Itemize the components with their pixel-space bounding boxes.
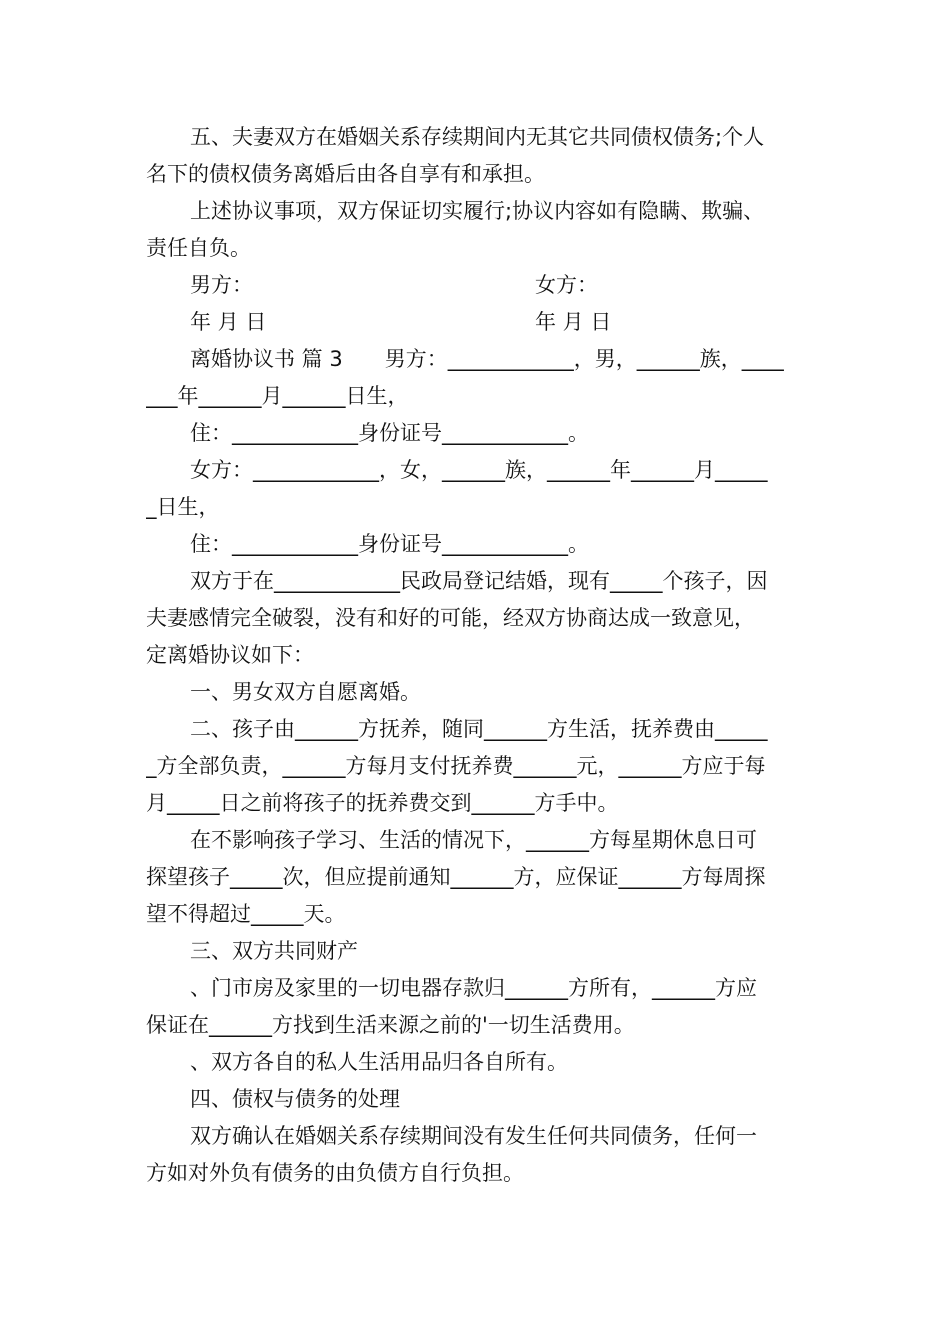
paragraph-wife-info — [146, 452, 810, 526]
text-line: 一、男女双方自愿离婚。 — [190, 680, 421, 704]
text-line: 月_____日之前将孩子的抚养费交到______方手中。 — [146, 791, 619, 815]
text-line: 定离婚协议如下： — [146, 643, 314, 667]
text-line: 二、孩子由______方抚养，随同______方生活，抚养费由_____ — [190, 717, 768, 741]
paragraph-property — [146, 970, 810, 1044]
text-line: 保证在______方找到生活来源之前的'一切生活费用。 — [146, 1013, 635, 1037]
text-line: 探望孩子_____次，但应提前通知______方，应保证______方每周探 — [146, 865, 766, 889]
paragraph-husband-info — [146, 341, 810, 415]
text-line: 夫妻感情完全破裂，没有和好的可能，经双方协商达成一致意见， — [146, 606, 755, 630]
text-line: 、双方各自的私人生活用品归各自所有。 — [190, 1050, 568, 1074]
paragraph-debt-confirmation — [146, 1118, 810, 1192]
wife-date: 年 月 日 — [535, 310, 612, 334]
text-line: 女方：____________，女，______族，______年______月_____ — [190, 458, 768, 482]
husband-signature-label: 男方： — [190, 273, 253, 297]
text-line: 上述协议事项，双方保证切实履行;协议内容如有隐瞒、欺骗、 — [190, 199, 765, 223]
text-line: 双方确认在婚姻关系存续期间没有发生任何共同债务，任何一 — [190, 1124, 757, 1148]
paragraph-clause-2-custody — [146, 711, 810, 822]
husband-date: 年 月 日 — [190, 310, 267, 334]
date-row — [146, 304, 810, 341]
paragraph-wife-address — [146, 526, 810, 563]
text-line: _日生， — [146, 495, 220, 519]
text-line: _方全部负责，______方每月支付抚养费______元，______方应于每 — [146, 754, 766, 778]
paragraph-personal-items — [146, 1044, 810, 1081]
text-line: ___年______月______日生， — [146, 384, 409, 408]
text-line: 四、债权与债务的处理 — [190, 1087, 400, 1111]
paragraph-visitation — [146, 822, 810, 933]
text-line: 、门市房及家里的一切电器存款归______方所有，______方应 — [190, 976, 757, 1000]
paragraph-clause-4-heading — [146, 1081, 810, 1118]
paragraph-guarantee — [146, 193, 810, 267]
text-line: 望不得超过_____天。 — [146, 902, 346, 926]
wife-signature-label: 女方： — [535, 273, 598, 297]
text-line: 五、夫妻双方在婚姻关系存续期间内无其它共同债权债务;个人 — [190, 125, 765, 149]
paragraph-husband-address — [146, 415, 810, 452]
text-line: 在不影响孩子学习、生活的情况下，______方每星期休息日可 — [190, 828, 757, 852]
text-line: 住：____________身份证号____________。 — [190, 532, 589, 556]
paragraph-clause-3-heading — [146, 933, 810, 970]
paragraph-debts-clause — [146, 119, 810, 193]
text-line: 方如对外负有债务的由负债方自行负担。 — [146, 1161, 524, 1185]
document-page — [146, 119, 810, 1192]
signature-row — [146, 267, 810, 304]
text-line: 三、双方共同财产 — [190, 939, 358, 963]
text-line: 离婚协议书 篇 3 男方：____________，男，______族，____ — [190, 347, 784, 371]
text-line: 住：____________身份证号____________。 — [190, 421, 589, 445]
text-line: 责任自负。 — [146, 236, 251, 260]
text-line: 名下的债权债务离婚后由各自享有和承担。 — [146, 162, 545, 186]
paragraph-marriage-registration — [146, 563, 810, 674]
text-line: 双方于在____________民政局登记结婚，现有_____个孩子，因 — [190, 569, 768, 593]
paragraph-clause-1 — [146, 674, 810, 711]
